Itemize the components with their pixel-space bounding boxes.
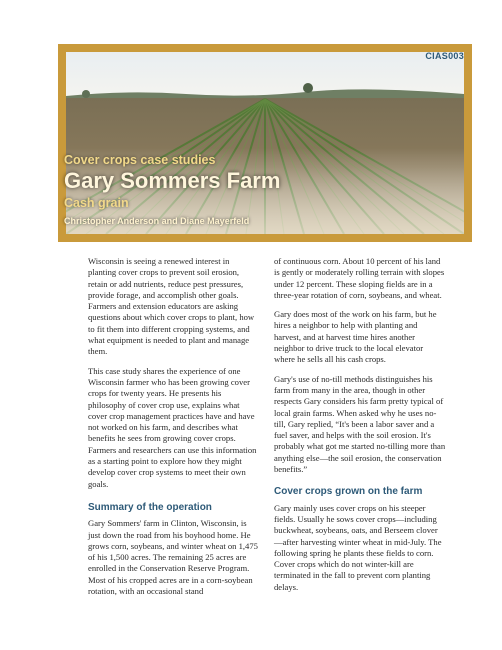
summary-paragraph: Gary Sommers' farm in Clinton, Wisconsin, is just down the road from his boyhood home. He grows corn, soybeans, and winter wheat on 1,475 of his 1,500 acres. The remaining 25 acres are enrolled in the Conservation Reserve Program. Most of his cropped acres are in a corn-soybean rotation, with an occasional stand <box>88 518 258 597</box>
labor-paragraph: Gary does most of the work on his farm, but he hires a neighbor to help with planting and harvest, and at harvest time hires another neighbor to drive truck to the local elevator where he sells all his cash crops. <box>274 309 437 365</box>
left-column <box>88 256 258 605</box>
rotation-paragraph: of continuous corn. About 10 percent of his land is gently or moderately rolling terrain with slopes under 12 percent. These sloping fields are in a three-year rotation of corn, soybeans, and wheat. <box>274 256 445 300</box>
document-code: CIAS003 <box>425 51 464 61</box>
no-till-paragraph: Gary's use of no-till methods distinguishes his farm from many in the area, though in other respects Gary considers his farm pretty typical of local grain farms. When asked why he uses no-till, Gary replied, “It's been a labor saver and a fuel saver, and helps with the soil erosion. It's probably what got me started no-tilling more than anything else—the soil erosion, the conservation benefits.” <box>274 373 446 475</box>
intro-paragraph: Wisconsin is seeing a renewed interest in planting cover crops to prevent soil erosion, retain or add nutrients, reduce pest pressures, provide forage, and accomplish other goals. Farmers and extension educators are asking questions about which cover crops to plant, how to fit them into different cropping systems, and what equipment is needed to plant and manage them. <box>88 256 255 357</box>
section-heading-summary: Summary of the operation <box>88 501 212 513</box>
authors-line: Christopher Anderson and Diane Mayerfeld <box>64 216 250 226</box>
cover-crops-paragraph: Gary mainly uses cover crops on his steeper fields. Usually he sows cover crops—including buckwheat, soybeans, oats, and Berseem clover—after harvesting winter wheat in mid-July. The following spring he plants these fields to corn. Cover crops which do not winter-kill are terminated in the fall to prevent corn planting delays. <box>274 502 442 592</box>
page-subtitle: Cash grain <box>64 196 129 210</box>
section-heading-cover-crops: Cover crops grown on the farm <box>274 486 423 498</box>
header-banner <box>58 44 472 242</box>
case-study-paragraph: This case study shares the experience of one Wisconsin farmer who has been growing cover crops for twenty years. He presents his philosophy of cover crop use, explains what cover crop management practices have and have not worked on his farm, and describes what benefits he sees from growing cover crops. Farmers and researchers can use this information as a starting point to explore how they might develop cover crop systems to meet their own goals. <box>88 365 257 489</box>
page-title: Gary Sommers Farm <box>64 168 281 193</box>
series-label: Cover crops case studies <box>64 153 216 167</box>
right-column <box>274 256 446 601</box>
